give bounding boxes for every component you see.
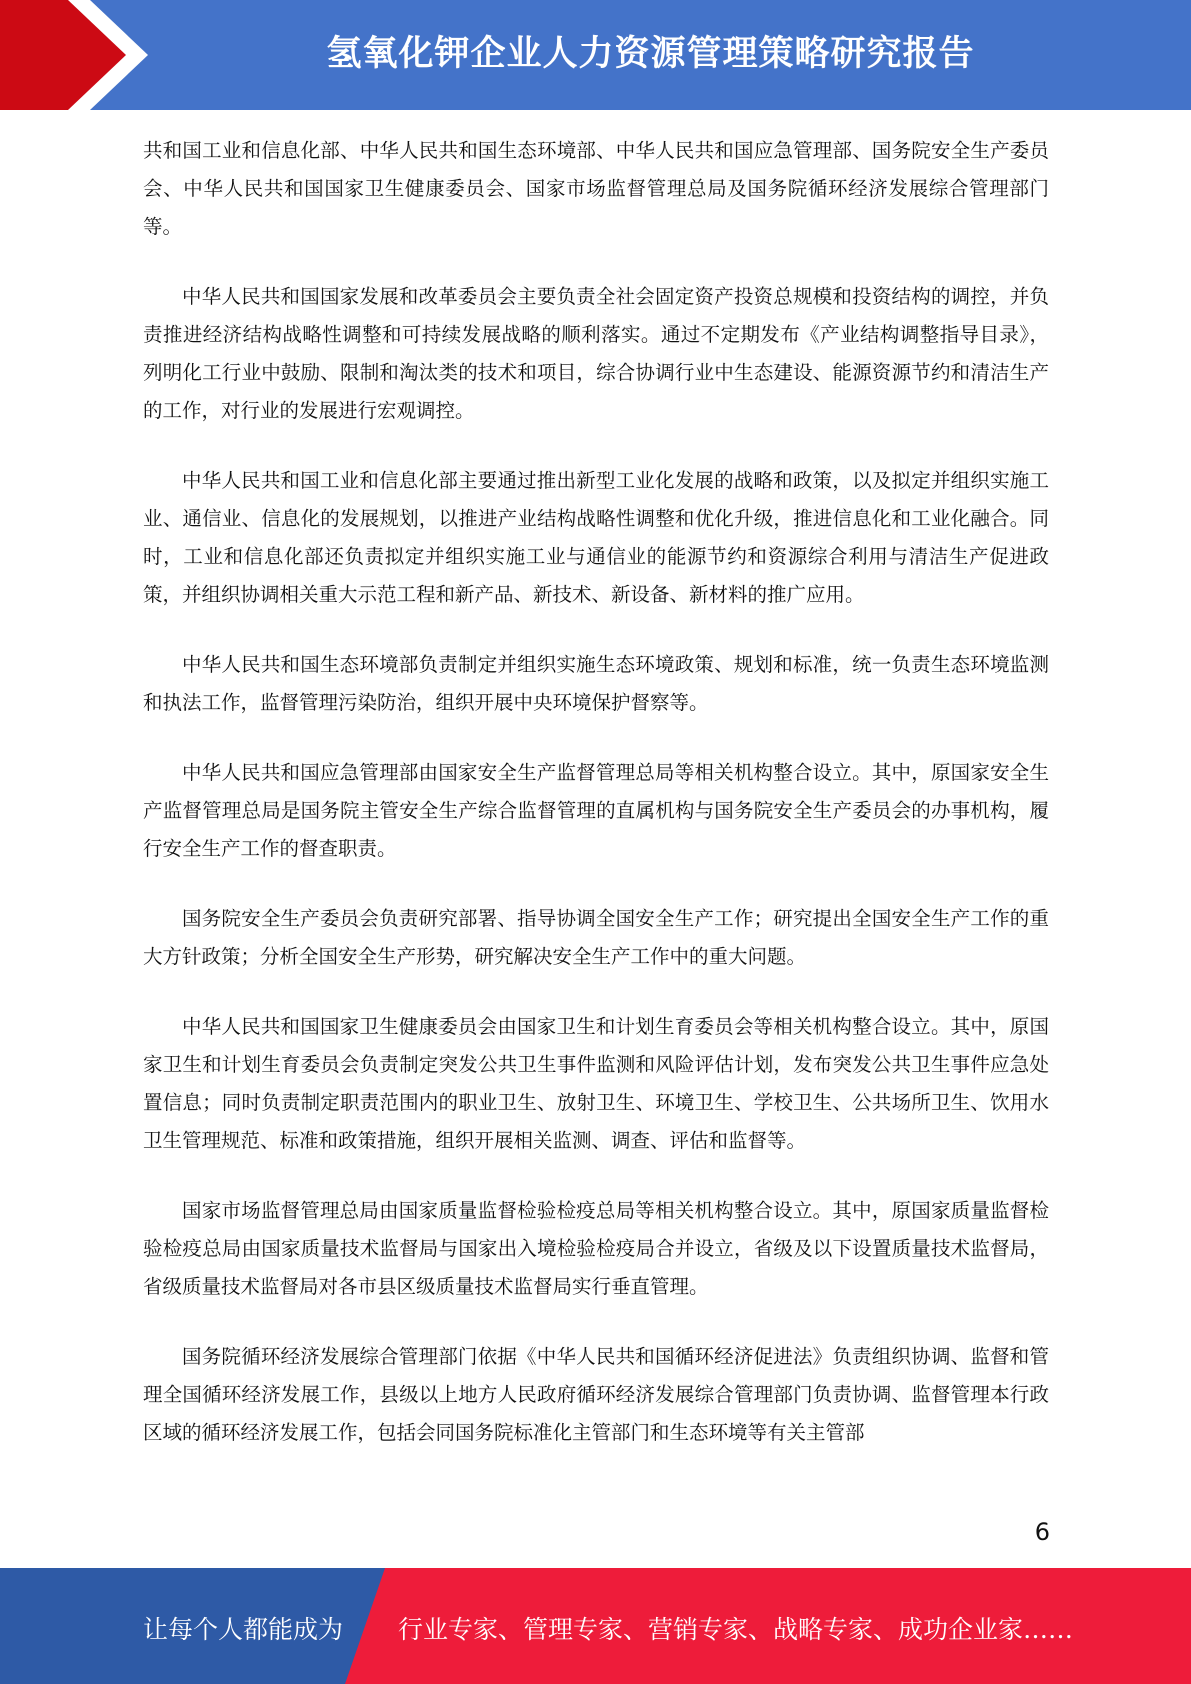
- paragraph: 共和国工业和信息化部、中华人民共和国生态环境部、中华人民共和国应急管理部、国务院安全生产委员会、中华人民共和国国家卫生健康委员会、国家市场监督管理总局及国务院循环经济发展综合管理部门等。: [143, 139, 1049, 238]
- paragraph: 国务院安全生产委员会负责研究部署、指导协调全国安全生产工作；研究提出全国安全生产工作的重大方针政策；分析全国安全生产形势，研究解决安全生产工作中的重大问题。: [143, 907, 1049, 968]
- paragraph: 国家市场监督管理总局由国家质量监督检验检疫总局等相关机构整合设立。其中，原国家质量监督检验检疫总局由国家质量技术监督局与国家出入境检验检疫局合并设立，省级及以下设置质量技术监督局，省级质量技术监督局对各市县区级质量技术监督局实行垂直管理。: [143, 1199, 1049, 1298]
- paragraph: 中华人民共和国生态环境部负责制定并组织实施生态环境政策、规划和标准，统一负责生态环境监测和执法工作，监督管理污染防治，组织开展中央环境保护督察等。: [143, 653, 1049, 714]
- page-header: [0, 0, 1191, 110]
- page-title: 氢氧化钾企业人力资源管理策略研究报告: [326, 34, 975, 74]
- paragraph: 中华人民共和国应急管理部由国家安全生产监督管理总局等相关机构整合设立。其中，原国家安全生产监督管理总局是国务院主管安全生产综合监督管理的直属机构与国务院安全生产委员会的办事机构，履行安全生产工作的督查职责。: [143, 761, 1049, 860]
- page-number: 6: [1034, 1518, 1050, 1546]
- paragraph: 中华人民共和国国家发展和改革委员会主要负责全社会固定资产投资总规模和投资结构的调控，并负责推进经济结构战略性调整和可持续发展战略的顺利落实。通过不定期发布《产业结构调整指导目录》，列明化工行业中鼓励、限制和淘汰类的技术和项目，综合协调行业中生态建设、能源资源节约和清洁生产的工作，对行业的发展进行宏观调控。: [143, 285, 1049, 422]
- document-body: [143, 132, 1049, 1484]
- paragraph: 中华人民共和国国家卫生健康委员会由国家卫生和计划生育委员会等相关机构整合设立。其中，原国家卫生和计划生育委员会负责制定突发公共卫生事件监测和风险评估计划，发布突发公共卫生事件应急处置信息；同时负责制定职责范围内的职业卫生、放射卫生、环境卫生、学校卫生、公共场所卫生、饮用水卫生管理规范、标准和政策措施，组织开展相关监测、调查、评估和监督等。: [143, 1015, 1049, 1152]
- footer-slogan-left: 让每个人都能成为: [143, 1615, 344, 1644]
- footer-slogan-right: 行业专家、管理专家、营销专家、战略专家、成功企业家……: [398, 1615, 1074, 1644]
- page-footer: [0, 1568, 1191, 1684]
- paragraph: 国务院循环经济发展综合管理部门依据《中华人民共和国循环经济促进法》负责组织协调、监督和管理全国循环经济发展工作，县级以上地方人民政府循环经济发展综合管理部门负责协调、监督管理本行政区域的循环经济发展工作，包括会同国务院标准化主管部门和生态环境等有关主管部: [143, 1345, 1049, 1444]
- paragraph: 中华人民共和国工业和信息化部主要通过推出新型工业化发展的战略和政策，以及拟定并组织实施工业、通信业、信息化的发展规划，以推进产业结构战略性调整和优化升级，推进信息化和工业化融合。同时，工业和信息化部还负责拟定并组织实施工业与通信业的能源节约和资源综合利用与清洁生产促进政策，并组织协调相关重大示范工程和新产品、新技术、新设备、新材料的推广应用。: [143, 469, 1049, 606]
